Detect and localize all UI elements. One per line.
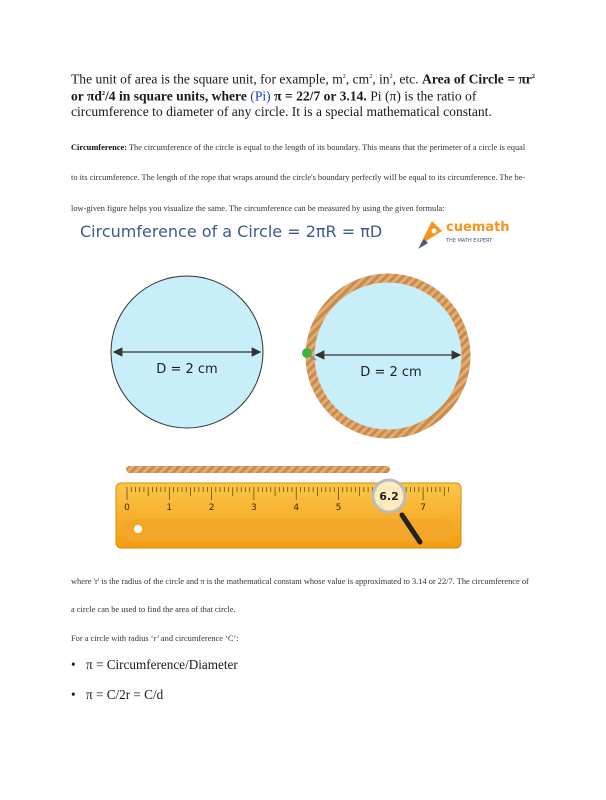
left-circle	[111, 276, 263, 428]
ruler-number: 7	[420, 503, 426, 513]
intro-text: The unit of area is the square unit, for example, m	[71, 71, 343, 87]
superscript: 2	[369, 74, 373, 80]
area-formula-units: /4 in square units, where	[105, 88, 247, 104]
ruler-number: 2	[208, 503, 215, 513]
circumference-line-1	[71, 143, 537, 152]
rocket-icon	[418, 221, 442, 249]
intro-text: , etc.	[392, 71, 423, 87]
superscript: 2	[389, 74, 393, 80]
pi-value: π = 22/7 or 3.14.	[274, 88, 367, 104]
ruler-number: 0	[124, 503, 130, 513]
cuemath-logo	[418, 220, 510, 249]
circumference-figure	[0, 215, 606, 555]
intro-text: Pi (π) is the ratio of circumference to diameter of any circle. It is a special mathematical constant.	[71, 88, 492, 119]
bullet-dot: •	[71, 687, 76, 702]
ruler-number: 4	[293, 503, 300, 513]
right-circle	[302, 278, 466, 434]
right-diameter-label: D = 2 cm	[360, 365, 422, 380]
ruler-number: 1	[166, 503, 173, 513]
magnifier-value: 6.2	[379, 490, 399, 503]
straight-rope	[126, 466, 390, 473]
after-line-3: For a circle with radius ‘r’ and circumference ‘C’:	[71, 634, 239, 643]
area-formula-alt: or πd	[71, 88, 102, 104]
intro-text: , cm	[345, 71, 370, 87]
intro-text: , in	[372, 71, 390, 87]
after-line-2: a circle can be used to find the area of that circle.	[71, 605, 236, 614]
list-item	[71, 687, 163, 703]
ruler-number: 3	[251, 503, 257, 513]
list-item-text: π = Circumference/Diameter	[86, 657, 238, 672]
brand-tagline: THE MATH EXPERT	[446, 238, 493, 244]
brand-name: cuemath	[446, 220, 510, 235]
superscript: 2	[531, 74, 535, 80]
after-line-1: where 'r' is the radius of the circle and π is the mathematical constant whose value is approximated to 3.14 or 22/7. The circumference of	[71, 577, 529, 586]
list-item-text: π = C/2r = C/d	[86, 687, 164, 702]
circumference-line-3: low-given figure helps you visualize the same. The circumference can be measured by using the given formula:	[71, 204, 445, 213]
superscript: 2	[342, 74, 346, 80]
superscript: 2	[102, 90, 105, 97]
area-formula: Area of Circle = πr	[422, 71, 532, 87]
circumference-label: Circumference:	[71, 143, 127, 152]
intro-paragraph	[71, 70, 541, 119]
rope-circle	[310, 278, 466, 434]
bullet-dot: •	[71, 657, 76, 672]
left-diameter-label: D = 2 cm	[156, 362, 218, 377]
ruler	[116, 483, 461, 548]
list-item	[71, 657, 238, 673]
pi-link[interactable]: (Pi)	[246, 88, 275, 104]
figure-title: Circumference of a Circle = 2πR = πD	[80, 222, 383, 241]
circumference-line-2: to its circumference. The length of the rope that wraps around the circle's boundary perfectly will be equal to its circumference. The be-	[71, 173, 526, 182]
body-text: The circumference of the circle is equal to the length of its boundary. This means that the perimeter of a circle is equal	[126, 143, 526, 152]
ruler-number: 5	[335, 503, 342, 513]
